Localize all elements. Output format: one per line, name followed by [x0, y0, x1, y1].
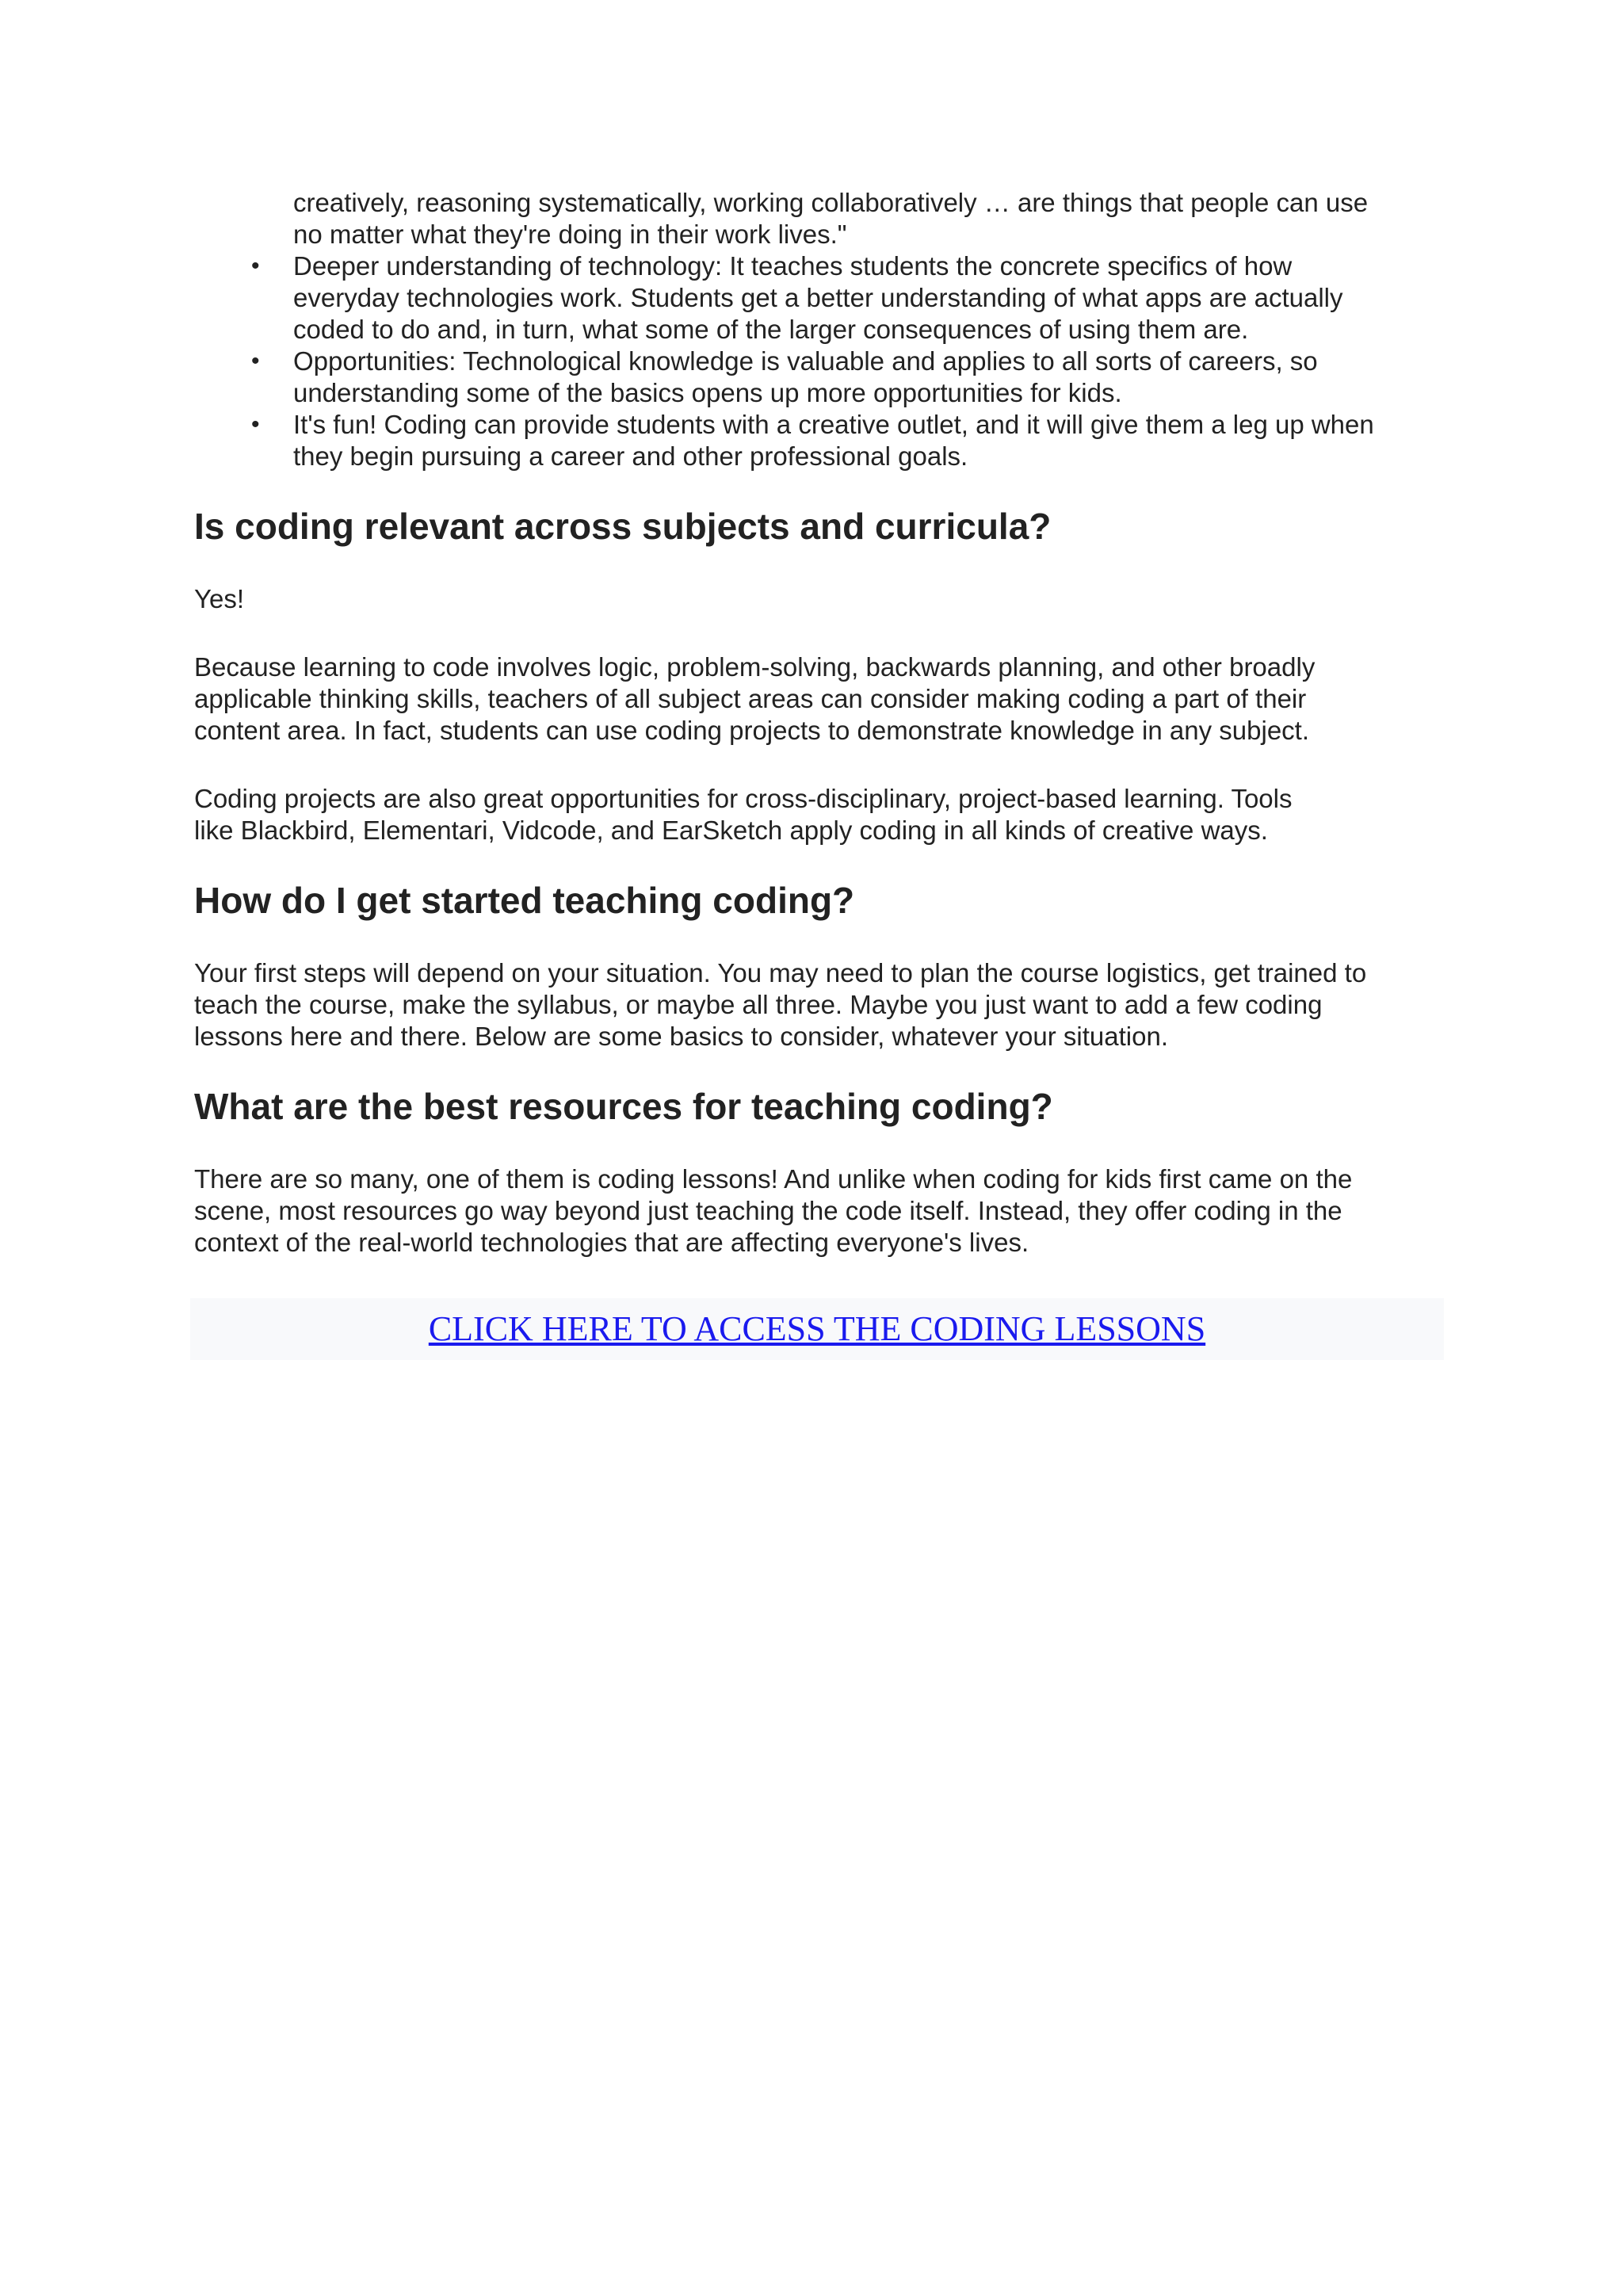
- access-coding-lessons-link[interactable]: CLICK HERE TO ACCESS THE CODING LESSONS: [428, 1309, 1206, 1348]
- text-line: coded to do and, in turn, what some of the larger consequences of using them are.: [293, 315, 1249, 344]
- text-line: lessons here and there. Below are some basics to consider, whatever your situation.: [194, 1022, 1168, 1051]
- text-line: context of the real-world technologies that are affecting everyone's lives.: [194, 1228, 1029, 1257]
- text-line: they begin pursuing a career and other professional goals.: [293, 441, 968, 471]
- text-line: scene, most resources go way beyond just teaching the code itself. Instead, they offer coding in the: [194, 1196, 1342, 1225]
- benefits-bullet-list: [194, 250, 1446, 472]
- text-line: It's fun! Coding can provide students with a creative outlet, and it will give them a leg up when: [293, 410, 1374, 439]
- text-line: content area. In fact, students can use coding projects to demonstrate knowledge in any subject.: [194, 716, 1310, 745]
- paragraph-because-learning: [194, 651, 1446, 747]
- text-line: Opportunities: Technological knowledge is valuable and applies to all sorts of careers, so: [293, 346, 1318, 376]
- text-line: teach the course, make the syllabus, or maybe all three. Maybe you just want to add a few coding: [194, 990, 1323, 1019]
- heading-coding-relevant: Is coding relevant across subjects and curricula?: [194, 506, 1052, 547]
- text-line: Because learning to code involves logic, problem-solving, backwards planning, and other broadly: [194, 652, 1316, 682]
- text-line: There are so many, one of them is coding lessons! And unlike when coding for kids first came on the: [194, 1164, 1353, 1194]
- text-line: like Blackbird, Elementari, Vidcode, and EarSketch apply coding in all kinds of creative ways.: [194, 816, 1268, 845]
- text-line: understanding some of the basics opens up more opportunities for kids.: [293, 378, 1122, 407]
- text-line: Coding projects are also great opportunities for cross-disciplinary, project-based learning. Tools: [194, 784, 1293, 813]
- paragraph-yes: Yes!: [194, 584, 245, 613]
- bullet-icon: •: [251, 348, 260, 374]
- text-line: applicable thinking skills, teachers of all subject areas can consider making coding a part of their: [194, 684, 1307, 713]
- bullet-continuation-text: [293, 187, 1446, 250]
- cta-banner: [190, 1298, 1444, 1360]
- paragraph-coding-projects: [194, 783, 1446, 846]
- text-line: everyday technologies work. Students get a better understanding of what apps are actually: [293, 283, 1343, 312]
- bullet-icon: •: [251, 253, 260, 279]
- text-line: Deeper understanding of technology: It teaches students the concrete specifics of how: [293, 251, 1293, 281]
- heading-best-resources: What are the best resources for teaching coding?: [194, 1086, 1053, 1127]
- bullet-item-opportunities: [194, 346, 1446, 409]
- text-line: creatively, reasoning systematically, working collaboratively … are things that people can use: [293, 188, 1369, 217]
- heading-get-started: How do I get started teaching coding?: [194, 880, 855, 921]
- paragraph-so-many: [194, 1163, 1446, 1259]
- paragraph-first-steps: [194, 957, 1446, 1052]
- bullet-item-deeper-understanding: [194, 250, 1446, 346]
- text-line: no matter what they're doing in their work lives.": [293, 220, 847, 249]
- text-line: Your first steps will depend on your situation. You may need to plan the course logistics, get trained to: [194, 958, 1367, 988]
- document-page: [194, 187, 1446, 1360]
- bullet-icon: •: [251, 411, 260, 437]
- bullet-item-its-fun: [194, 409, 1446, 472]
